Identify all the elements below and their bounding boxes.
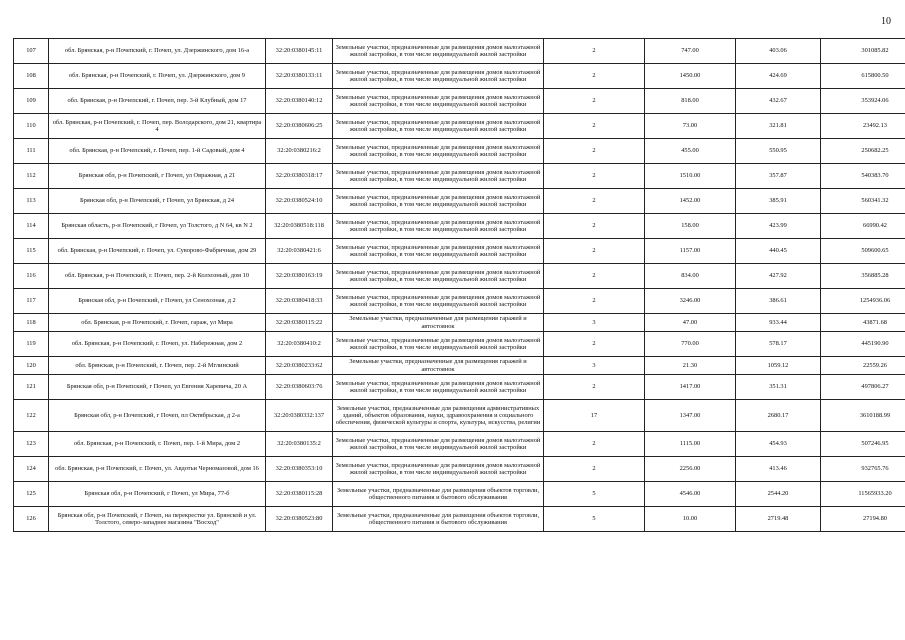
cadastral-number-cell: 32:20:0380135:2	[266, 432, 333, 457]
land-use-cell: Земельные участки, предназначенные для размещения домов малоэтажной жилой застройки, в том числе индивидуальной жилой застройки	[333, 332, 544, 357]
cadastral-value-cell: 445190.90	[821, 332, 905, 357]
use-group-cell: 2	[544, 139, 645, 164]
cadastral-number-cell: 32:20:0380524:10	[266, 189, 333, 214]
specific-value-cell: 385.91	[736, 189, 821, 214]
cadastral-number-cell: 32:20:0380140:12	[266, 89, 333, 114]
land-use-cell: Земельные участки, предназначенные для размещения домов малоэтажной жилой застройки, в том числе индивидуальной жилой застройки	[333, 375, 544, 400]
table-row	[14, 507, 905, 532]
row-number: 108	[14, 64, 49, 89]
specific-value-cell: 427.92	[736, 264, 821, 289]
specific-value-cell: 1059.12	[736, 357, 821, 375]
use-group-cell: 2	[544, 214, 645, 239]
area-cell: 818.00	[645, 89, 736, 114]
table-row	[14, 289, 905, 314]
cadastral-number-cell: 32:20:0380421:6	[266, 239, 333, 264]
use-group-cell: 3	[544, 314, 645, 332]
table-row	[14, 457, 905, 482]
area-cell: 73.00	[645, 114, 736, 139]
cadastral-number-cell: 32:20:0380603:76	[266, 375, 333, 400]
land-use-cell: Земельные участки, предназначенные для размещения административных зданий, объектов образования, науки, здравоохранения и социального обеспечения, физической культуры и спорта, культуры, искусства, религии	[333, 400, 544, 432]
table-row	[14, 432, 905, 457]
area-cell: 47.00	[645, 314, 736, 332]
land-use-cell: Земельные участки, предназначенные для размещения объектов торговли, общественного питания и бытового обслуживания	[333, 507, 544, 532]
specific-value-cell: 432.67	[736, 89, 821, 114]
row-number: 125	[14, 482, 49, 507]
cadastral-value-cell: 66990.42	[821, 214, 905, 239]
address-cell: обл. Брянская, р-н Почепский, г. Почеп, пер. 2-й Колхозный, дом 10	[49, 264, 266, 289]
cadastral-number-cell: 32:20:0380606:25	[266, 114, 333, 139]
table-row	[14, 39, 905, 64]
land-use-cell: Земельные участки, предназначенные для размещения домов малоэтажной жилой застройки, в том числе индивидуальной жилой застройки	[333, 39, 544, 64]
land-registry-table	[13, 38, 905, 532]
table-row	[14, 357, 905, 375]
address-cell: обл. Брянская, р-н Почепский, г. Почеп, пер. 3-й Клубный, дом 17	[49, 89, 266, 114]
use-group-cell: 2	[544, 39, 645, 64]
specific-value-cell: 351.31	[736, 375, 821, 400]
cadastral-value-cell: 540383.70	[821, 164, 905, 189]
use-group-cell: 2	[544, 164, 645, 189]
land-use-cell: Земельные участки, предназначенные для размещения гаражей и автостоянок	[333, 357, 544, 375]
land-use-cell: Земельные участки, предназначенные для размещения объектов торговли, общественного питания и бытового обслуживания	[333, 482, 544, 507]
row-number: 121	[14, 375, 49, 400]
address-cell: обл. Брянская, р-н Почепский, г. Почеп, ул. Суворово-Фабричная, дом 29	[49, 239, 266, 264]
cadastral-value-cell: 23492.13	[821, 114, 905, 139]
specific-value-cell: 454.93	[736, 432, 821, 457]
address-cell: Брянская обл, р-н Почепский, г Почеп, пл Октябрьская, д 2-а	[49, 400, 266, 432]
cadastral-value-cell: 11565933.20	[821, 482, 905, 507]
specific-value-cell: 413.46	[736, 457, 821, 482]
land-use-cell: Земельные участки, предназначенные для размещения домов малоэтажной жилой застройки, в том числе индивидуальной жилой застройки	[333, 139, 544, 164]
land-use-cell: Земельные участки, предназначенные для размещения домов малоэтажной жилой застройки, в том числе индивидуальной жилой застройки	[333, 264, 544, 289]
area-cell: 834.00	[645, 264, 736, 289]
table-row	[14, 189, 905, 214]
address-cell: обл. Брянская, р-н Почепский, г. Почеп, пер. 2-й Мглинский	[49, 357, 266, 375]
address-cell: Брянская обл, р-н Почепский, г Почеп, ул Брянская, д 24	[49, 189, 266, 214]
row-number: 114	[14, 214, 49, 239]
cadastral-value-cell: 1254936.06	[821, 289, 905, 314]
cadastral-number-cell: 32:20:0380216:2	[266, 139, 333, 164]
address-cell: обл. Брянская, р-н Почепский, г. Почеп, ул. Набережная, дом 2	[49, 332, 266, 357]
specific-value-cell: 2719.48	[736, 507, 821, 532]
row-number: 117	[14, 289, 49, 314]
land-use-cell: Земельные участки, предназначенные для размещения домов малоэтажной жилой застройки, в том числе индивидуальной жилой застройки	[333, 239, 544, 264]
specific-value-cell: 403.06	[736, 39, 821, 64]
table-row	[14, 89, 905, 114]
cadastral-value-cell: 497806.27	[821, 375, 905, 400]
area-cell: 770.00	[645, 332, 736, 357]
land-use-cell: Земельные участки, предназначенные для размещения домов малоэтажной жилой застройки, в том числе индивидуальной жилой застройки	[333, 289, 544, 314]
row-number: 123	[14, 432, 49, 457]
cadastral-value-cell: 250682.25	[821, 139, 905, 164]
area-cell: 3246.00	[645, 289, 736, 314]
use-group-cell: 2	[544, 332, 645, 357]
cadastral-value-cell: 3610188.99	[821, 400, 905, 432]
area-cell: 1417.00	[645, 375, 736, 400]
table-row	[14, 214, 905, 239]
land-use-cell: Земельные участки, предназначенные для размещения домов малоэтажной жилой застройки, в том числе индивидуальной жилой застройки	[333, 64, 544, 89]
cadastral-number-cell: 32:20:0380318:17	[266, 164, 333, 189]
specific-value-cell: 933.44	[736, 314, 821, 332]
land-use-cell: Земельные участки, предназначенные для размещения домов малоэтажной жилой застройки, в том числе индивидуальной жилой застройки	[333, 189, 544, 214]
cadastral-number-cell: 32:20:0380523:80	[266, 507, 333, 532]
specific-value-cell: 550.95	[736, 139, 821, 164]
specific-value-cell: 357.87	[736, 164, 821, 189]
row-number: 109	[14, 89, 49, 114]
area-cell: 1510.00	[645, 164, 736, 189]
land-use-cell: Земельные участки, предназначенные для размещения домов малоэтажной жилой застройки, в том числе индивидуальной жилой застройки	[333, 164, 544, 189]
table-row	[14, 114, 905, 139]
land-use-cell: Земельные участки, предназначенные для размещения домов малоэтажной жилой застройки, в том числе индивидуальной жилой застройки	[333, 89, 544, 114]
row-number: 126	[14, 507, 49, 532]
area-cell: 2256.00	[645, 457, 736, 482]
table-row	[14, 239, 905, 264]
cadastral-value-cell: 615800.50	[821, 64, 905, 89]
address-cell: обл. Брянская, р-н Почепский, г. Почеп, пер. 1-й Садовый, дом 4	[49, 139, 266, 164]
table-row	[14, 139, 905, 164]
area-cell: 747.00	[645, 39, 736, 64]
cadastral-value-cell: 560341.32	[821, 189, 905, 214]
cadastral-value-cell: 356885.28	[821, 264, 905, 289]
address-cell: обл. Брянская, р-н Почепский, г. Почеп, пер. Володарского, дом 21, квартира 4	[49, 114, 266, 139]
address-cell: Брянская обл, р-н Почепский, г Почеп, ул Овражная, д 21	[49, 164, 266, 189]
row-number: 112	[14, 164, 49, 189]
cadastral-number-cell: 32:20:0380233:62	[266, 357, 333, 375]
cadastral-value-cell: 509600.65	[821, 239, 905, 264]
row-number: 120	[14, 357, 49, 375]
specific-value-cell: 321.81	[736, 114, 821, 139]
address-cell: Брянская обл, р-н Почепский, г Почеп, ул Евгения Харевича, 20 А	[49, 375, 266, 400]
area-cell: 21.30	[645, 357, 736, 375]
cadastral-value-cell: 932765.76	[821, 457, 905, 482]
cadastral-value-cell: 27194.80	[821, 507, 905, 532]
address-cell: Брянская обл, р-н Почепский, г Почеп, на перекрестке ул. Брянской и ул. Толстого, северо-западнее магазина "Восход"	[49, 507, 266, 532]
area-cell: 1347.00	[645, 400, 736, 432]
specific-value-cell: 2680.17	[736, 400, 821, 432]
use-group-cell: 2	[544, 432, 645, 457]
row-number: 110	[14, 114, 49, 139]
address-cell: обл. Брянская, р-н Почепский, г. Почеп, ул. Авдотьи Черномазовой, дом 16	[49, 457, 266, 482]
area-cell: 455.00	[645, 139, 736, 164]
address-cell: обл. Брянская, р-н Почепский, г. Почеп, ул. Дзержинского, дом 16-а	[49, 39, 266, 64]
row-number: 122	[14, 400, 49, 432]
use-group-cell: 2	[544, 64, 645, 89]
cadastral-value-cell: 507246.95	[821, 432, 905, 457]
area-cell: 1450.00	[645, 64, 736, 89]
cadastral-number-cell: 32:20:0380332:137	[266, 400, 333, 432]
use-group-cell: 2	[544, 189, 645, 214]
land-use-cell: Земельные участки, предназначенные для размещения гаражей и автостоянок	[333, 314, 544, 332]
specific-value-cell: 440.45	[736, 239, 821, 264]
area-cell: 1452.00	[645, 189, 736, 214]
cadastral-value-cell: 22559.26	[821, 357, 905, 375]
cadastral-value-cell: 301085.82	[821, 39, 905, 64]
cadastral-number-cell: 32:20:0380145:11	[266, 39, 333, 64]
use-group-cell: 2	[544, 89, 645, 114]
use-group-cell: 2	[544, 239, 645, 264]
cadastral-number-cell: 32:20:0380115:22	[266, 314, 333, 332]
cadastral-number-cell: 32:20:0380163:19	[266, 264, 333, 289]
row-number: 113	[14, 189, 49, 214]
specific-value-cell: 2544.20	[736, 482, 821, 507]
address-cell: Брянская обл, р-н Почепский, г Почеп, ул Мира, 77-б	[49, 482, 266, 507]
row-number: 119	[14, 332, 49, 357]
land-use-cell: Земельные участки, предназначенные для размещения домов малоэтажной жилой застройки, в том числе индивидуальной жилой застройки	[333, 432, 544, 457]
use-group-cell: 5	[544, 507, 645, 532]
land-use-cell: Земельные участки, предназначенные для размещения домов малоэтажной жилой застройки, в том числе индивидуальной жилой застройки	[333, 457, 544, 482]
page-number: 10	[881, 16, 891, 27]
use-group-cell: 2	[544, 457, 645, 482]
row-number: 124	[14, 457, 49, 482]
address-cell: обл. Брянская, р-н Почепский, г. Почеп, гараж, ул Мира	[49, 314, 266, 332]
table-row	[14, 264, 905, 289]
area-cell: 4546.00	[645, 482, 736, 507]
table-row	[14, 164, 905, 189]
address-cell: Брянская область, р-н Почепский, г Почеп, ул Толстого, д N 64, кв N 2	[49, 214, 266, 239]
specific-value-cell: 424.69	[736, 64, 821, 89]
row-number: 116	[14, 264, 49, 289]
cadastral-value-cell: 353924.06	[821, 89, 905, 114]
area-cell: 158.00	[645, 214, 736, 239]
cadastral-number-cell: 32:20:0380410:2	[266, 332, 333, 357]
use-group-cell: 5	[544, 482, 645, 507]
specific-value-cell: 578.17	[736, 332, 821, 357]
use-group-cell: 2	[544, 114, 645, 139]
area-cell: 10.00	[645, 507, 736, 532]
cadastral-number-cell: 32:20:0380133:11	[266, 64, 333, 89]
cadastral-number-cell: 32:20:0380418:33	[266, 289, 333, 314]
specific-value-cell: 423.99	[736, 214, 821, 239]
row-number: 111	[14, 139, 49, 164]
use-group-cell: 17	[544, 400, 645, 432]
row-number: 107	[14, 39, 49, 64]
cadastral-value-cell: 43871.68	[821, 314, 905, 332]
use-group-cell: 2	[544, 375, 645, 400]
use-group-cell: 2	[544, 264, 645, 289]
land-use-cell: Земельные участки, предназначенные для размещения домов малоэтажной жилой застройки, в том числе индивидуальной жилой застройки	[333, 214, 544, 239]
registry-table-body	[14, 39, 905, 532]
cadastral-number-cell: 32:20:0380518:118	[266, 214, 333, 239]
address-cell: Брянская обл, р-н Почепский, г Почеп, ул Сенохозная, д 2	[49, 289, 266, 314]
table-row	[14, 400, 905, 432]
row-number: 115	[14, 239, 49, 264]
land-use-cell: Земельные участки, предназначенные для размещения домов малоэтажной жилой застройки, в том числе индивидуальной жилой застройки	[333, 114, 544, 139]
use-group-cell: 3	[544, 357, 645, 375]
table-row	[14, 375, 905, 400]
row-number: 118	[14, 314, 49, 332]
table-row	[14, 332, 905, 357]
table-row	[14, 314, 905, 332]
cadastral-number-cell: 32:20:0380115:28	[266, 482, 333, 507]
area-cell: 1157.00	[645, 239, 736, 264]
area-cell: 1115.00	[645, 432, 736, 457]
use-group-cell: 2	[544, 289, 645, 314]
address-cell: обл. Брянская, р-н Почепский, г. Почеп, пер. 1-й Мира, дом 2	[49, 432, 266, 457]
table-row	[14, 482, 905, 507]
cadastral-number-cell: 32:20:0380353:10	[266, 457, 333, 482]
table-row	[14, 64, 905, 89]
specific-value-cell: 386.61	[736, 289, 821, 314]
address-cell: обл. Брянская, р-н Почепский, г. Почеп, ул. Дзержинского, дом 9	[49, 64, 266, 89]
